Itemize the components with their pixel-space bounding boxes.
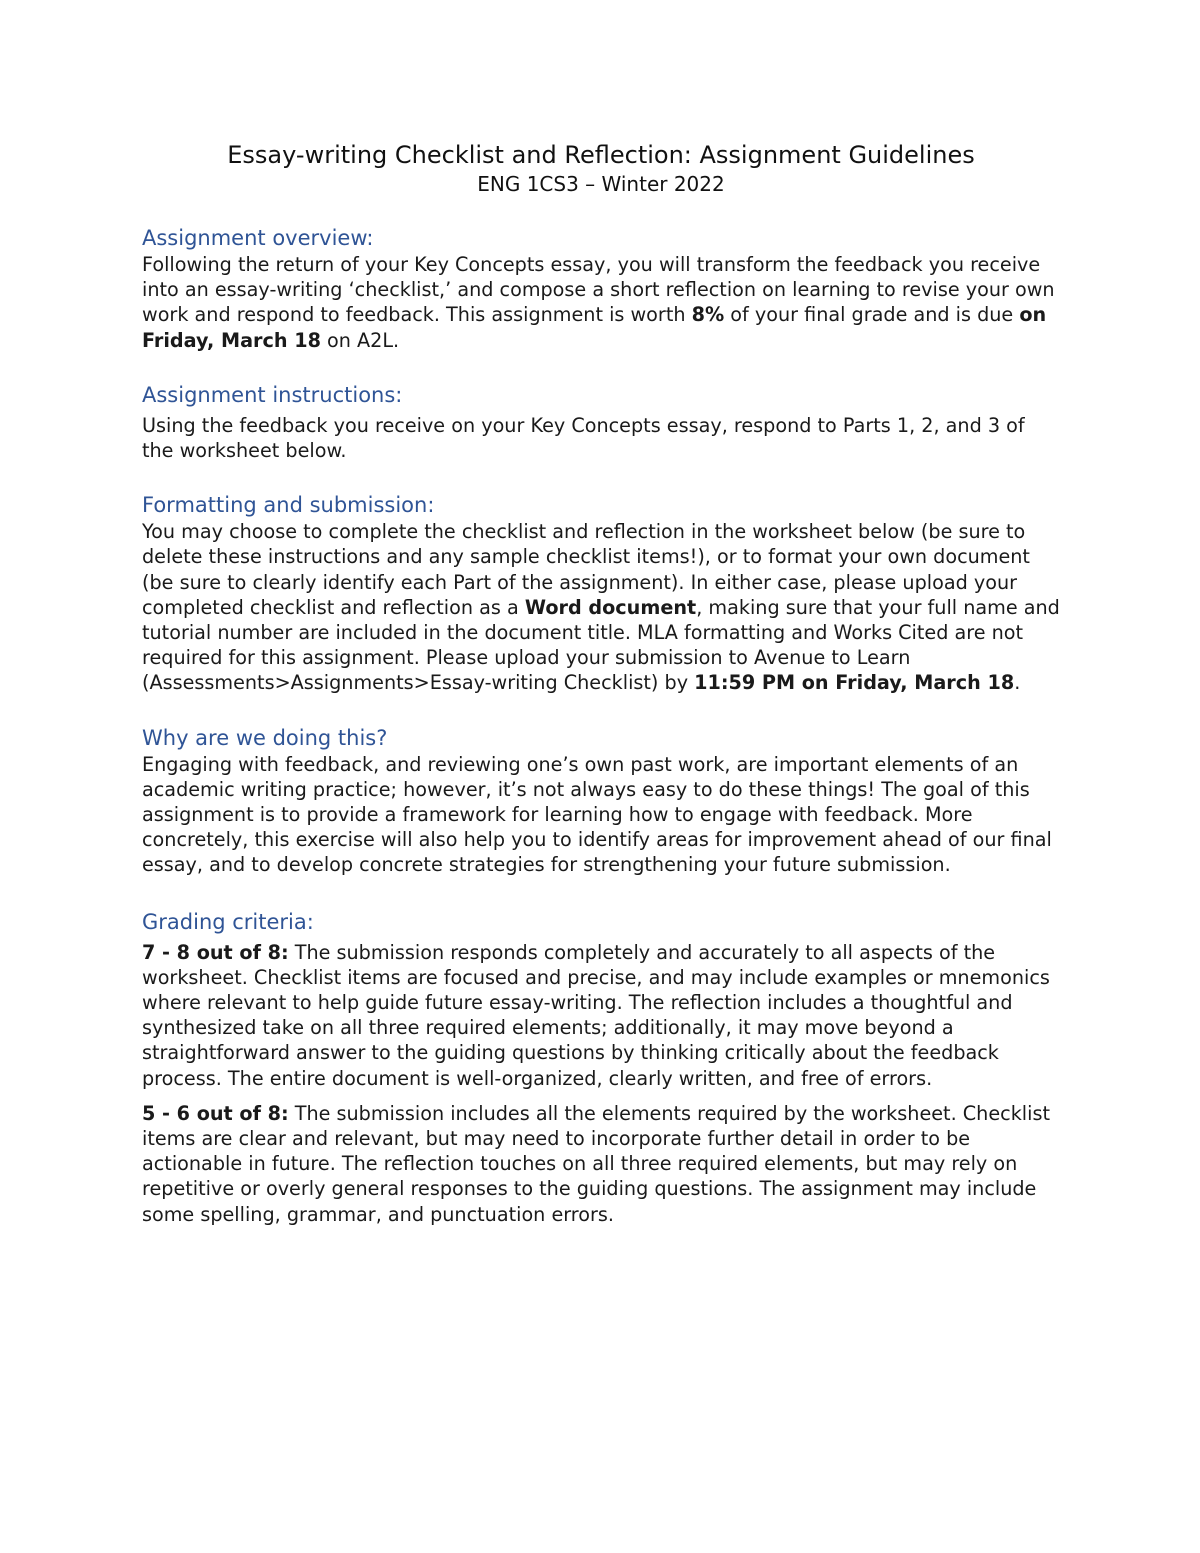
due-date: on Friday, March 18 (142, 303, 1047, 352)
criterion-label: 5 - 6 out of 8: (142, 1101, 289, 1125)
criterion-7-8: 7 - 8 out of 8: The submission responds completely and accurately to all aspects of the worksheet. Checklist items are focused and precise, and may include examples or mnemonics where relevant to help guide future essay-writing. The reflection includes a thoughtful and synthesized take on all three required elements; additionally, it may move beyond a straightforward answer to the guiding questions by thinking critically about the feedback process. The entire document is well-organized, clearly written, and free of errors. (142, 940, 1050, 1090)
instructions-heading: Assignment instructions: (142, 382, 403, 407)
overview-section (142, 224, 1060, 353)
why-section (142, 724, 1060, 878)
file-format: Word document (524, 595, 697, 619)
grading-heading: Grading criteria: (142, 909, 314, 934)
formatting-paragraph: You may choose to complete the checklist and reflection in the worksheet below (be sure to delete these instructions and any sample checklist items!), or to format your own document (be sure to clearly identify each Part of the assignment). In either case, please upload your completed checklist and reflection as a Word document, making sure that your full name and tutorial number are included in the document title. MLA formatting and Works Cited are not required for this assignment. Please upload your submission to Avenue to Learn (Assessments>Assignments>Essay-writing Checklist) by 11:59 PM on Friday, March 18. (142, 520, 1060, 695)
overview-paragraph: Following the return of your Key Concepts essay, you will transform the feedback you receive into an essay-writing ‘checklist,’ and compose a short reflection on learning to revise your own work and respond to feedback. This assignment is worth 8% of your final grade and is due on Friday, March 18 on A2L. (142, 253, 1055, 352)
why-paragraph: Engaging with feedback, and reviewing one’s own past work, are important elements of an academic writing practice; however, it’s not always easy to do these things! The goal of this assignment is to provide a framework for learning how to engage with feedback. More concretely, this exercise will also help you to identify areas for improvement ahead of our final essay, and to develop concrete strategies for strengthening your future submission. (142, 752, 1052, 877)
formatting-section (142, 491, 1060, 695)
instructions-paragraph: Using the feedback you receive on your Key Concepts essay, respond to Parts 1, 2, and 3 of the worksheet below. (142, 413, 1025, 463)
grading-section (142, 908, 1060, 1227)
submission-deadline: 11:59 PM on Friday, March 18 (694, 671, 1015, 695)
document-title: Essay-writing Checklist and Reflection: Assignment Guidelines (227, 141, 975, 169)
document-subtitle: ENG 1CS3 – Winter 2022 (477, 172, 725, 196)
formatting-heading: Formatting and submission: (142, 493, 435, 518)
why-heading: Why are we doing this? (142, 725, 388, 750)
overview-heading: Assignment overview: (142, 226, 374, 250)
criterion-label: 7 - 8 out of 8: (142, 940, 289, 964)
criterion-5-6: 5 - 6 out of 8: The submission includes all the elements required by the worksheet. Checklist items are clear and relevant, but may need to incorporate further detail in order to be actionable in future. The reflection touches on all three required elements, but may rely on repetitive or overly general responses to the guiding questions. The assignment may include some spelling, grammar, and punctuation errors. (142, 1101, 1050, 1226)
instructions-section (142, 381, 1060, 463)
grade-weight: 8% (691, 303, 725, 327)
